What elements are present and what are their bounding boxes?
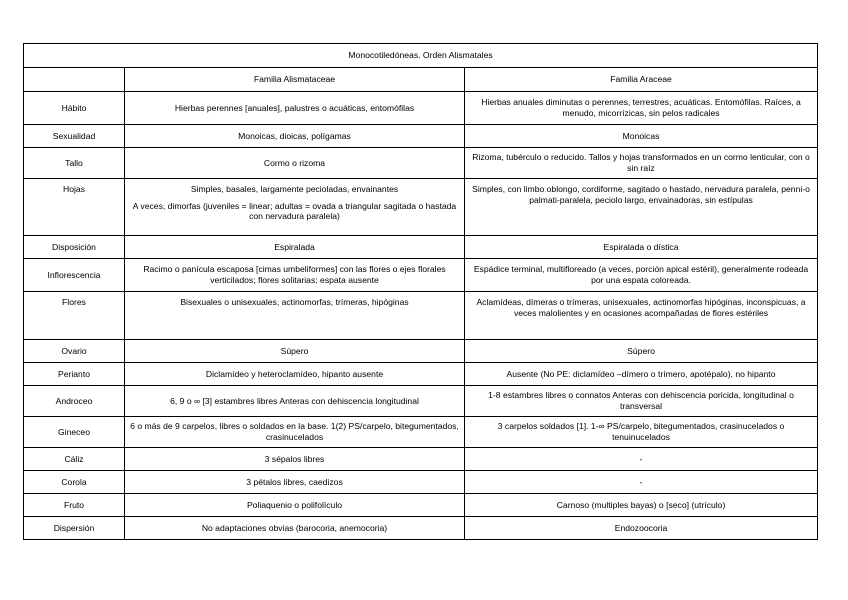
- table-row: [24, 179, 818, 236]
- table-row: [24, 340, 818, 363]
- cell-text: Espiralada: [274, 241, 315, 252]
- cell-text: Bisexuales o unisexuales, actinomorfas, trímeras, hipóginas: [180, 297, 409, 307]
- cell-text: 3 sépalos libres: [264, 453, 325, 464]
- header-araceae: Familia Araceae: [465, 68, 818, 92]
- cell-araceae: [465, 92, 818, 125]
- cell-text: Racimo o panícula escaposa [cimas umbeliformes] con las flores o ejes florales verticilados; flores solitarias; espata ausente: [143, 264, 446, 285]
- row-label: Flores: [24, 292, 125, 340]
- row-label: Cáliz: [24, 448, 125, 471]
- cell-alismataceae: [125, 148, 465, 179]
- cell-text: 6 o más de 9 carpelos, libres o soldados en la base. 1(2) PS/carpelo, bitegumentados, crasinucelados: [130, 421, 459, 442]
- row-label: Corola: [24, 471, 125, 494]
- cell-alismataceae: [125, 259, 465, 292]
- cell-text: Súpero: [280, 345, 309, 356]
- cell-araceae: [465, 363, 818, 386]
- cell-araceae: [465, 292, 818, 340]
- row-label: Gineceo: [24, 417, 125, 448]
- cell-text: Hierbas anuales diminutas o perennes, terrestres, acuáticas. Entomófilas. Raíces, a menudo, micorrízicas, sin pelos radicales: [481, 97, 801, 118]
- cell-text: No adaptaciones obvias (barocoria, anemocoria): [201, 522, 388, 533]
- row-label: Perianto: [24, 363, 125, 386]
- cell-alismataceae: [125, 363, 465, 386]
- table-row: [24, 363, 818, 386]
- table-title: Monocotiledóneas. Orden Alismatales: [24, 44, 818, 68]
- table-row: [24, 148, 818, 179]
- row-label: Disposición: [24, 236, 125, 259]
- row-label: Androceo: [24, 386, 125, 417]
- cell-text: Monoicas: [622, 130, 660, 141]
- cell-text: 3 carpelos soldados [1]. 1-∞ PS/carpelo, bitegumentados, crasinucelados o tenuinucelados: [497, 421, 785, 442]
- cell-text: 3 pétalos libres, caedizos: [246, 476, 343, 487]
- row-label: Sexualidad: [24, 125, 125, 148]
- cell-alismataceae: [125, 179, 465, 236]
- cell-text: Diclamídeo y heteroclamídeo, hipanto ausente: [205, 368, 384, 379]
- header-alismataceae: Familia Alismataceae: [125, 68, 465, 92]
- table-row: [24, 386, 818, 417]
- cell-araceae: [465, 417, 818, 448]
- cell-text: Monoicas, dioicas, polígamas: [238, 130, 351, 141]
- cell-text: Aclamídeas, dímeras o trímeras, unisexuales, actinomorfas hipóginas, inconspicuas, a veces malolientes y en ocasiones acompañadas de flores estériles: [476, 297, 806, 318]
- cell-araceae: [465, 236, 818, 259]
- cell-text: Carnoso (multiples bayas) o [seco] (utrículo): [556, 499, 726, 510]
- cell-alismataceae: [125, 471, 465, 494]
- cell-araceae: [465, 517, 818, 540]
- cell-text: A veces, dimorfas (juveniles = linear; adultas = ovada a triangular sagitada o hastada con nervadura paralela): [132, 200, 457, 222]
- cell-text: Espádice terminal, multifloreado (a veces, porción apical estéril), generalmente rodeada por una espata coloreada.: [473, 264, 809, 285]
- cell-text: Poliaquenio o polifolículo: [246, 499, 343, 510]
- cell-alismataceae: [125, 340, 465, 363]
- header-cell-empty: [24, 68, 125, 92]
- cell-alismataceae: [125, 92, 465, 125]
- comparison-table: [23, 43, 818, 540]
- cell-text: Hierbas perennes [anuales], palustres o acuáticas, entomófilas: [174, 102, 415, 113]
- cell-alismataceae: [125, 125, 465, 148]
- cell-text: Endozoocoria: [614, 522, 668, 533]
- cell-text: Cormo o rizoma: [263, 157, 326, 168]
- cell-araceae: [465, 259, 818, 292]
- table-row: [24, 494, 818, 517]
- cell-araceae: [465, 494, 818, 517]
- table-row: [24, 125, 818, 148]
- cell-text: -: [639, 476, 643, 487]
- table-row: [24, 448, 818, 471]
- table-row: [24, 236, 818, 259]
- cell-araceae: [465, 448, 818, 471]
- table-row: [24, 517, 818, 540]
- table-row: [24, 292, 818, 340]
- cell-alismataceae: [125, 517, 465, 540]
- cell-text: Súpero: [627, 345, 655, 356]
- table-row: [24, 259, 818, 292]
- row-label: Inflorescencia: [24, 259, 125, 292]
- table-row: [24, 92, 818, 125]
- cell-araceae: [465, 471, 818, 494]
- row-label: Tallo: [24, 148, 125, 179]
- row-label: Hojas: [24, 179, 125, 236]
- cell-alismataceae: [125, 236, 465, 259]
- cell-text: Ausente (No PE: diclamídeo –dímero o trímero, apotépalo), no hipanto: [506, 368, 776, 379]
- cell-alismataceae: [125, 292, 465, 340]
- cell-alismataceae: [125, 386, 465, 417]
- row-label: Hábito: [24, 92, 125, 125]
- row-label: Ovario: [24, 340, 125, 363]
- cell-text: Espiralada o dística: [603, 241, 679, 252]
- table-row: [24, 471, 818, 494]
- cell-text: Simples, basales, largamente pecioladas, envainantes: [190, 184, 399, 194]
- cell-alismataceae: [125, 417, 465, 448]
- row-label: Dispersión: [24, 517, 125, 540]
- cell-text: Rizoma, tubérculo o reducido. Tallos y hojas transformados en un cormo lenticular, con o sin raíz: [472, 152, 810, 173]
- cell-alismataceae: [125, 494, 465, 517]
- cell-araceae: [465, 148, 818, 179]
- cell-araceae: [465, 340, 818, 363]
- cell-araceae: [465, 386, 818, 417]
- cell-text: 1-8 estambres libres o connatos Anteras con dehiscencia poricida, longitudinal o transversal: [488, 390, 794, 411]
- cell-text: Simples, con limbo oblongo, cordiforme, sagitado o hastado, nervadura paralela, penni-o palmati-paralela, peciolo largo, envainadoras, sin estípulas: [472, 184, 810, 205]
- cell-araceae: [465, 125, 818, 148]
- cell-text: 6, 9 o ∞ [3] estambres libres Anteras con dehiscencia longitudinal: [170, 395, 419, 406]
- cell-araceae: [465, 179, 818, 236]
- cell-text: -: [639, 453, 643, 464]
- table-row: [24, 417, 818, 448]
- row-label: Fruto: [24, 494, 125, 517]
- cell-alismataceae: [125, 448, 465, 471]
